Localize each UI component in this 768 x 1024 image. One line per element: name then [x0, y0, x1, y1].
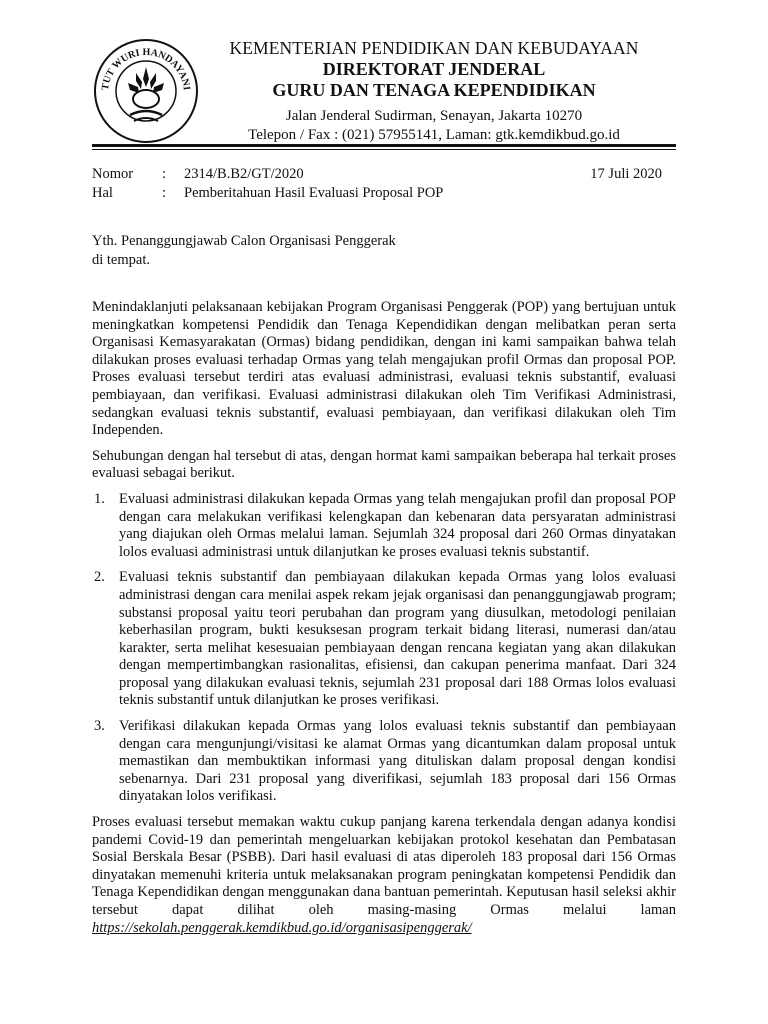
body-paragraph-1: Menindaklanjuti pelaksanaan kebijakan Program Organisasi Penggerak (POP) yang bertujuan untuk meningkatkan kompetensi Pendidik dan Tenaga Kependidikan dengan melibatkan peran serta Organisasi Kemasyarakatan (Ormas) bidang pendidikan, dengan ini kami sampaikan bahwa telah dilakukan proses evaluasi terhadap Ormas yang telah mengajukan profil Ormas dan proposal POP. Proses evaluasi tersebut terdiri atas evaluasi administrasi, evaluasi teknis substantif, evaluasi pembiayaan, dan verifikasi. Evaluasi administrasi dilakukan oleh Tim Verifikasi Administrasi, sedangkan evaluasi teknis substantif, evaluasi pembiayaan, dan verifikasi dilakukan oleh Tim Independen. [92, 299, 676, 439]
ministry-name: KEMENTERIAN PENDIDIKAN DAN KEBUDAYAAN [229, 38, 639, 58]
svg-text:TUT WURI HANDAYANI: TUT WURI HANDAYANI [100, 46, 192, 91]
evaluation-list [92, 491, 676, 806]
letterhead-divider-thin [92, 149, 676, 150]
nomor-value: 2314/B.B2/GT/2020 [184, 166, 304, 182]
list-item-text: Evaluasi administrasi dilakukan kepada Ormas yang telah mengajukan profil dan proposal POP dengan cara melakukan verifikasi kelengkapan dan kebenaran data persyaratan administrasi yang diajukan oleh Ormas melalui laman. Sejumlah 324 proposal dari 260 Ormas dinyatakan lolos evaluasi administrasi untuk dilanjutkan ke proses evaluasi teknis substantif. [119, 490, 676, 560]
body-paragraph-3 [92, 814, 676, 937]
list-item [92, 718, 676, 806]
letterhead-divider-thick [92, 144, 676, 147]
tut-wuri-handayani-logo-icon [92, 37, 200, 145]
list-item [92, 491, 676, 561]
body-paragraph-2: Sehubungan dengan hal tersebut di atas, dengan hormat kami sampaikan beberapa hal terkait proses evaluasi sebagai berikut. [92, 447, 676, 482]
body-paragraph-3-text: Proses evaluasi tersebut memakan waktu cukup panjang karena terkendala dengan adanya kondisi pandemi Covid-19 dan pemerintah mengeluarkan kebijakan protokol kesehatan dan Pembatasan Sosial Berskala Besar (PSBB). Dari hasil evaluasi di atas diperoleh 183 proposal dari 156 Ormas dinyatakan memenuhi kriteria untuk melaksanakan program peningkatan kompetensi Pendidik dan Tenaga Kependidikan dengan menggunakan dana bantuan pemerintah. Keputusan hasil seleksi akhir tersebut dapat dilihat oleh masing-masing Ormas melalui laman [92, 814, 676, 918]
hal-value: Pemberitahuan Hasil Evaluasi Proposal POP [184, 185, 444, 201]
nomor-label: Nomor [92, 166, 134, 182]
addressee-line-1: Yth. Penanggungjawab Calon Organisasi Penggerak [92, 233, 396, 249]
nomor-row [92, 165, 662, 184]
hal-row [92, 184, 662, 203]
office-address: Jalan Jenderal Sudirman, Senayan, Jakarta 10270 [285, 108, 583, 125]
letter-date: 17 Juli 2020 [590, 166, 662, 182]
directorate-name: DIREKTORAT JENDERAL [322, 58, 546, 79]
addressee [92, 232, 396, 270]
list-item-number: 1. [94, 490, 105, 507]
unit-name: GURU DAN TENAGA KEPENDIDIKAN [272, 79, 596, 100]
letter-body [92, 299, 676, 945]
organisasi-penggerak-link[interactable]: https://sekolah.penggerak.kemdikbud.go.id/organisasipenggerak/ [92, 919, 472, 936]
letterhead [210, 38, 658, 145]
addressee-line-2: di tempat. [92, 252, 150, 268]
nomor-colon: : [162, 166, 167, 182]
list-item [92, 569, 676, 710]
list-item-number: 3. [94, 718, 105, 735]
list-item-text: Verifikasi dilakukan kepada Ormas yang lolos evaluasi teknis substantif dan pembiayaan dengan cara mengunjungi/visitasi ke alamat Ormas yang dicantumkan dalam proposal untuk memastikan dan membuktikan informasi yang dituliskan dalam proposal dengan kondisi sebenarnya. Dari 231 proposal yang diverifikasi, sejumlah 183 proposal dari 156 Ormas dinyatakan lolos verifikasi. [119, 718, 676, 805]
hal-colon: : [162, 185, 167, 201]
office-contact: Telepon / Fax : (021) 57955141, Laman: gtk.kemdikbud.go.id [248, 126, 620, 143]
list-item-text: Evaluasi teknis substantif dan pembiayaan dilakukan kepada Ormas yang lolos evaluasi administrasi dengan cara menilai aspek rekam jejak organisasi dan penanggungjawab program; substansi proposal yaitu teori perubahan dan program yang diusulkan, metodologi penilaian keberhasilan program, bukti kesuksesan program terkait bidang literasi, numerasi dan/atau karakter, serta melihat kesesuaian pembiayaan dengan rencana kegiatan yang akan dilakukan dengan mempertimbangkan rasionalitas, efisiensi, dan cakupan penerima manfaat. Dari 324 proposal yang dilakukan evaluasi teknis, sejumlah 231 proposal dari 188 Ormas lolos evaluasi teknis substantif untuk dilanjutkan ke proses verifikasi. [119, 569, 676, 709]
list-item-number: 2. [94, 569, 105, 586]
letter-meta [92, 165, 662, 203]
hal-label: Hal [92, 185, 113, 201]
